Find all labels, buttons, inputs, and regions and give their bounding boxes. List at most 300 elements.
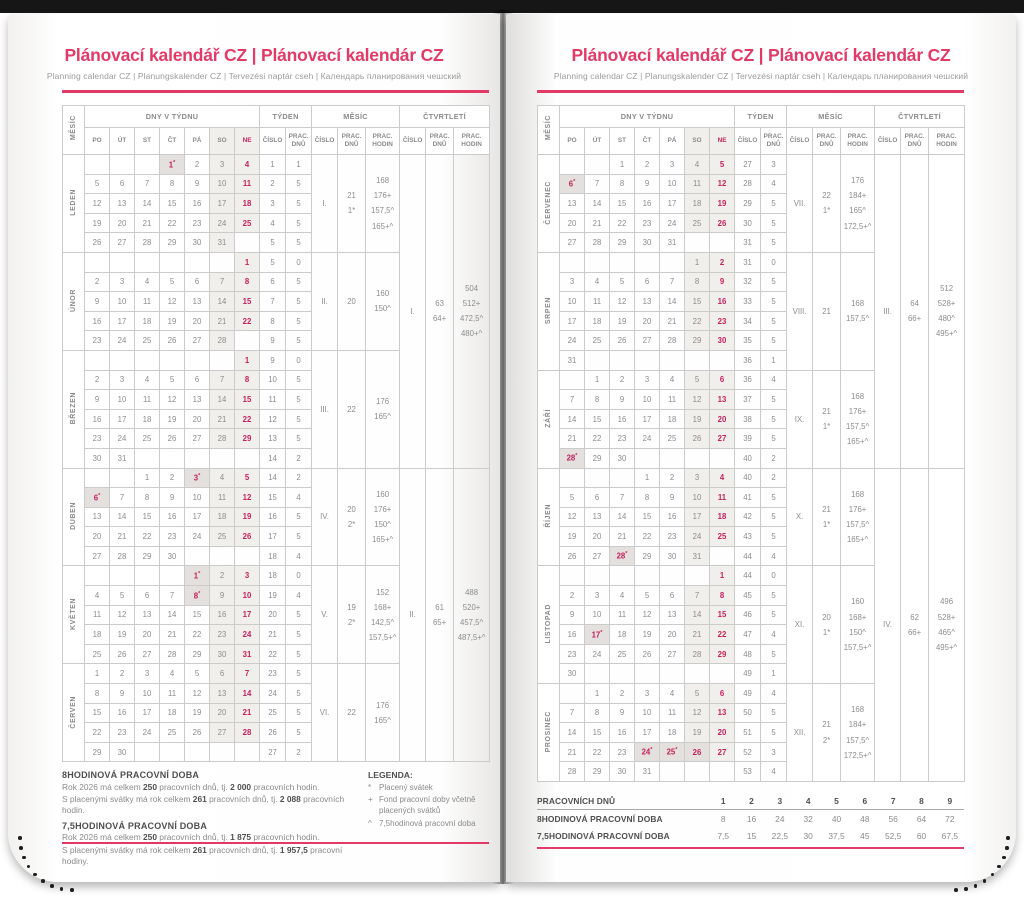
holiday-asterisk: * [573,179,576,186]
day-cell: 4 [85,586,110,606]
value-line: 496 [940,597,954,607]
column-header: ČÍSLO [875,128,901,155]
day-cell: 26 [185,723,210,743]
value-line: 64 [910,299,919,309]
week-workdays-cell: 5 [286,194,312,214]
conversion-column-header: 9 [947,795,953,806]
day-cell: 12 [160,390,185,410]
day-cell: 17 [235,605,260,625]
week-number-cell: 41 [735,488,761,508]
conversion-value: 7,5 [717,830,729,841]
day-cell: 22 [635,527,660,547]
day-cell: 20 [660,625,685,645]
day-cell: 25 [135,429,160,449]
day-cell: 27 [560,233,585,253]
day-cell [660,448,685,468]
month-hours-cell [366,664,400,762]
day-cell: 10 [585,605,610,625]
day-cell: 22 [160,213,185,233]
day-cell: 2 [560,586,585,606]
month-label [538,252,560,370]
day-cell: 17 [185,507,210,527]
day-cell: 1 [235,350,260,370]
week-workdays-cell: 5 [761,586,787,606]
value-line: 176+ [373,504,392,514]
week-number-cell: 7 [260,292,286,312]
day-cell: 9 [660,488,685,508]
week-workdays-cell: 4 [761,546,787,566]
day-cell: 11 [85,605,110,625]
holiday-asterisk: * [98,492,101,499]
day-cell: 8 [610,174,635,194]
day-cell [110,350,135,370]
column-header: PRAC. DNŮ [901,128,929,155]
day-cell: 26 [110,644,135,664]
day-cell: 27 [185,331,210,351]
value-line: 504 [465,283,479,293]
day-cell: 30 [85,448,110,468]
day-cell: 3 [635,684,660,704]
legend-text: Fond pracovní doby včetně placených svátků [379,795,476,815]
day-cell: 18 [85,625,110,645]
value-line: 168 [851,391,865,401]
group-header-row [538,106,965,128]
day-cell [110,566,135,586]
month-number-cell: III. [312,350,338,468]
day-cell: 23 [210,625,235,645]
day-cell [210,448,235,468]
value-line: 157,5^ [370,206,395,216]
day-cell: 1 [635,468,660,488]
week-number-cell: 21 [260,625,286,645]
week-workdays-cell: 5 [286,311,312,331]
day-cell: 28 [210,429,235,449]
day-cell [160,252,185,272]
week-number-cell: 52 [735,742,761,762]
day-cell [710,762,735,782]
day-cell [585,664,610,684]
perforation-dot [974,884,978,888]
day-cell: 15 [685,292,710,312]
conversion-value: 30 [803,830,813,841]
week-number-cell: 31 [735,233,761,253]
calendar-table-right [537,105,965,782]
day-cell: 24 [635,429,660,449]
day-cell: 8 [235,272,260,292]
day-cell: 25* [660,742,685,762]
page-subtitle: Planning calendar CZ | Planungskalender CZ | Tervezési naptár cseh | Календарь планирования чешский [46,71,462,81]
week-number-cell: 28 [735,174,761,194]
value-line: 157,5+^ [368,633,397,643]
conversion-value: 45 [860,830,870,841]
day-cell: 4 [710,468,735,488]
week-workdays-cell: 4 [286,546,312,566]
week-workdays-cell: 4 [761,174,787,194]
week-workdays-cell: 5 [761,409,787,429]
legend-text: Placený svátek [379,782,433,792]
day-cell: 8 [85,684,110,704]
week-number-cell: 40 [735,448,761,468]
day-cell [685,762,710,782]
day-cell: 23 [160,527,185,547]
column-header: PRAC. HODIN [454,128,490,155]
week-number-cell: 45 [735,586,761,606]
week-number-cell: 27 [735,155,761,175]
days-group-header: DNY V TÝDNU [85,106,260,128]
perforation-dot [19,846,23,850]
month-label [63,468,85,566]
month-workdays-cell [338,155,366,253]
day-cell: 15 [185,605,210,625]
day-cell: 12 [85,194,110,214]
day-cell [160,350,185,370]
day-cell: 5 [85,174,110,194]
conversion-value: 32 [803,813,813,824]
day-cell: 21 [210,311,235,331]
day-cell: 19 [635,625,660,645]
day-cell [110,252,135,272]
month-hours-cell [841,468,875,566]
day-cell: 21 [660,311,685,331]
page-subtitle: Planning calendar CZ | Planungskalender CZ | Tervezési naptár cseh | Календарь планирования чешский [553,71,969,81]
day-cell: 20 [110,213,135,233]
value-line: 165+^ [371,221,394,231]
value-line: 176 [376,700,390,710]
value-line: 528+ [937,299,956,309]
day-cell [610,664,635,684]
week-number-cell: 38 [735,409,761,429]
month-hours-cell [366,468,400,566]
value-line: 176 [851,176,865,186]
day-cell [560,468,585,488]
quarter-workdays-cell [426,155,454,469]
day-cell: 14 [585,194,610,214]
day-cell: 30 [710,331,735,351]
day-cell [710,233,735,253]
column-header: ČÍSLO [312,128,338,155]
perforation-dot [991,873,995,877]
day-cell: 8* [185,586,210,606]
value-line: 176 [376,397,390,407]
day-cell: 25 [135,331,160,351]
weekday-header: ST [610,128,635,155]
day-cell: 17 [635,723,660,743]
conversion-row-label: 8HODINOVÁ PRACOVNÍ DOBA [537,813,663,824]
week-workdays-cell: 5 [761,213,787,233]
day-cell: 15 [585,723,610,743]
day-cell: 10 [185,488,210,508]
week-number-cell: 23 [260,664,286,684]
day-cell [560,370,585,390]
day-cell: 4 [135,272,160,292]
legend-symbol: + [368,795,373,805]
day-cell: 5 [185,664,210,684]
day-cell [110,468,135,488]
month-label [538,566,560,684]
month-name: ČERVENEC [545,180,552,225]
month-number-cell: VI. [312,664,338,762]
value-line: 165+^ [371,535,394,545]
value-line: 2* [347,519,356,529]
day-cell: 16 [210,605,235,625]
day-cell: 11 [660,390,685,410]
conversion-column-header: 7 [890,795,896,806]
conversion-value: 37,5 [828,830,845,841]
day-cell: 23 [610,429,635,449]
week-workdays-cell: 4 [761,625,787,645]
day-cell: 21 [235,703,260,723]
month-label [538,468,560,566]
legend-item [368,783,492,793]
day-cell: 21 [610,527,635,547]
day-cell [135,252,160,272]
day-cell [160,742,185,762]
day-cell [135,350,160,370]
day-cell: 28* [560,448,585,468]
value-line: 184+ [848,191,867,201]
week-workdays-cell: 5 [761,507,787,527]
day-cell: 15 [235,390,260,410]
week-workdays-cell: 2 [286,448,312,468]
value-line: 21 [347,191,356,201]
value-line: 19 [347,602,356,612]
week-number-cell: 4 [260,213,286,233]
day-cell: 22 [585,429,610,449]
week-number-cell: 43 [735,527,761,547]
week-workdays-cell: 5 [286,233,312,253]
day-cell [135,742,160,762]
value-line: 21 [822,720,831,730]
weekday-header: NE [235,128,260,155]
column-header: PRAC. DNŮ [286,128,312,155]
day-cell: 19 [160,409,185,429]
day-cell: 28 [235,723,260,743]
day-cell: 2 [185,155,210,175]
value-line: 157,5+^ [843,642,872,652]
value-line: 20 [822,612,831,622]
day-cell: 11 [210,488,235,508]
week-number-cell: 44 [735,546,761,566]
value-line: 495+^ [935,642,958,652]
day-cell: 9 [635,174,660,194]
week-number-cell: 18 [260,546,286,566]
day-cell: 13 [185,292,210,312]
column-header: ČÍSLO [787,128,813,155]
day-cell: 13 [710,703,735,723]
table-body [538,155,965,782]
value-line: 1* [347,206,356,216]
week-workdays-cell: 1 [286,155,312,175]
day-cell [185,448,210,468]
value-line: 168+ [848,612,867,622]
day-cell: 8 [585,703,610,723]
month-number-cell: I. [312,155,338,253]
column-header: PRAC. HODIN [841,128,875,155]
day-cell: 28 [110,546,135,566]
day-cell: 1 [685,252,710,272]
conversion-value: 40 [831,813,842,824]
weekday-header: PÁ [185,128,210,155]
day-cell: 8 [160,174,185,194]
week-number-cell: 44 [735,566,761,586]
day-cell: 7 [685,586,710,606]
week-workdays-cell: 4 [286,488,312,508]
legend-box [368,770,492,829]
day-cell: 6* [560,174,585,194]
weekday-header: PÁ [660,128,685,155]
conversion-column-header: 5 [834,795,839,806]
value-line: 176+ [848,406,867,416]
legend-symbol: ^ [368,818,372,828]
week-row [538,468,965,488]
day-cell [585,350,610,370]
month-workdays-cell [813,252,841,370]
holiday-asterisk: * [600,629,603,636]
value-line: 20 [347,504,356,514]
day-cell: 6 [185,370,210,390]
day-cell: 30 [185,233,210,253]
day-cell: 2 [610,370,635,390]
day-cell [610,566,635,586]
day-cell: 7 [585,174,610,194]
day-cell: 6 [210,664,235,684]
column-header-row [538,128,965,155]
day-cell [685,664,710,684]
day-cell: 6 [710,370,735,390]
day-cell: 23 [710,311,735,331]
month-name: PROSINEC [545,710,552,753]
week-workdays-cell: 5 [761,429,787,449]
weekday-header: PO [560,128,585,155]
day-cell: 14 [660,292,685,312]
week-row [63,468,490,488]
week-workdays-cell: 5 [286,644,312,664]
table-head [63,106,490,155]
week-workdays-cell: 5 [286,272,312,292]
weekday-header: ST [135,128,160,155]
day-cell: 12 [685,703,710,723]
day-cell: 12 [110,605,135,625]
day-cell [160,448,185,468]
day-cell: 16 [610,723,635,743]
day-cell: 1* [185,566,210,586]
conversion-header-label: PRACOVNÍCH DNŮ [537,795,616,806]
week-number-cell: 40 [735,468,761,488]
day-cell: 11 [610,605,635,625]
day-cell: 4 [160,664,185,684]
day-cell [185,546,210,566]
day-cell: 11 [660,703,685,723]
day-cell: 7 [210,370,235,390]
day-cell: 20 [185,409,210,429]
day-cell: 22 [235,409,260,429]
day-cell: 7 [110,488,135,508]
day-cell: 18 [235,194,260,214]
quarter-hours-cell [929,468,965,782]
day-cell: 18 [710,507,735,527]
day-cell: 5 [235,468,260,488]
month-name: KVĚTEN [70,597,77,630]
day-cell: 21 [210,409,235,429]
day-cell [235,448,260,468]
week-number-cell: 22 [260,644,286,664]
day-cell: 16 [110,703,135,723]
day-cell: 20 [560,213,585,233]
month-workdays-cell [338,350,366,468]
week-workdays-cell: 5 [761,723,787,743]
legend-text: 7,5hodinová pracovní doba [379,818,476,828]
weekday-header: ČT [635,128,660,155]
week-workdays-cell: 0 [761,252,787,272]
day-cell: 22 [135,527,160,547]
day-cell: 25 [585,331,610,351]
day-cell: 14 [685,605,710,625]
day-cell: 8 [710,586,735,606]
quarter-hours-cell [454,468,490,762]
day-cell: 13 [135,605,160,625]
week-workdays-cell: 2 [761,448,787,468]
legend-items [368,783,492,830]
day-cell: 4 [685,155,710,175]
value-line: 2* [822,735,831,745]
month-hours-cell [366,350,400,468]
day-cell: 7 [160,586,185,606]
day-cell: 4 [210,468,235,488]
day-cell: 9 [85,390,110,410]
week-number-cell: 29 [735,194,761,214]
day-cell: 26 [160,429,185,449]
conversion-value: 8 [720,813,726,824]
day-cell: 5 [685,370,710,390]
day-cell: 29 [160,233,185,253]
day-cell: 10 [685,488,710,508]
day-cell: 16 [610,409,635,429]
quarter-hours-cell [454,155,490,469]
value-line: 165^ [374,412,391,422]
day-cell: 24 [110,331,135,351]
day-cell [610,468,635,488]
week-number-cell: 33 [735,292,761,312]
weekday-header: SO [210,128,235,155]
day-cell: 6 [710,684,735,704]
day-cell: 14 [235,684,260,704]
value-line: 1* [822,627,831,637]
day-cell: 13 [635,292,660,312]
month-workdays-cell [813,684,841,782]
value-line: 176+ [848,504,867,514]
value-line: 157,5^ [845,519,870,529]
day-cell: 29 [610,233,635,253]
week-number-cell: 19 [260,586,286,606]
day-cell: 22 [710,625,735,645]
weekday-header: SO [685,128,710,155]
workdays-conversion-table [537,792,964,844]
week-workdays-cell: 5 [286,664,312,684]
day-cell [85,566,110,586]
day-cell: 3 [235,566,260,586]
day-cell: 22 [610,213,635,233]
conversion-value: 24 [775,813,785,824]
column-header: PRAC. DNŮ [426,128,454,155]
day-cell: 29 [185,644,210,664]
month-name: ČERVEN [70,695,77,729]
day-cell [85,350,110,370]
day-cell: 3 [210,155,235,175]
value-line: 512+ [462,299,481,309]
week-number-cell: 1 [260,155,286,175]
day-cell: 24 [135,723,160,743]
week-number-cell: 49 [735,684,761,704]
